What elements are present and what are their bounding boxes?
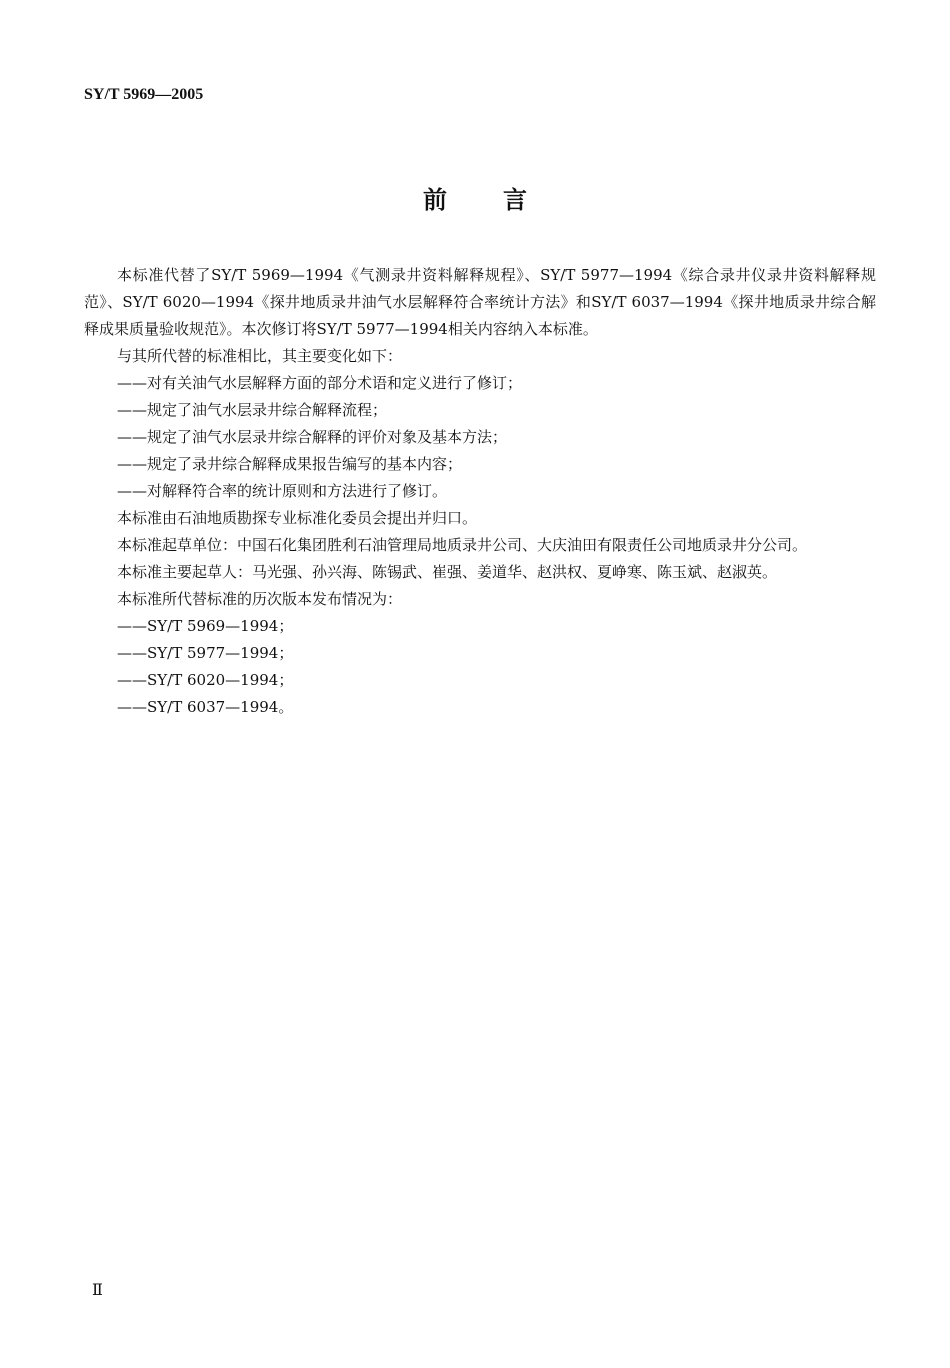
- title-char-1: 前: [423, 186, 447, 214]
- history-item: ——SY/T 5969—1994；: [117, 617, 294, 635]
- change-item: ——对解释符合率的统计原则和方法进行了修订。: [117, 482, 448, 500]
- page-number: Ⅱ: [92, 1282, 103, 1299]
- changes-intro: 与其所代替的标准相比，其主要变化如下：: [117, 347, 403, 365]
- change-item: ——对有关油气水层解释方面的部分术语和定义进行了修订；: [117, 374, 523, 392]
- history-intro: 本标准所代替标准的历次版本发布情况为：: [117, 590, 403, 608]
- page-title: [0, 180, 950, 215]
- change-item: ——规定了油气水层录井综合解释的评价对象及基本方法；: [117, 428, 508, 446]
- history-item: ——SY/T 6020—1994；: [117, 671, 294, 689]
- standard-code: SY/T 5969—2005: [84, 86, 204, 103]
- drafters-paragraph: 本标准主要起草人：马光强、孙兴海、陈锡武、崔强、姜道华、赵洪权、夏峥寒、陈玉斌、赵淑英。: [117, 563, 778, 581]
- title-char-2: 言: [503, 186, 527, 214]
- history-item: ——SY/T 5977—1994；: [117, 644, 294, 662]
- proposer-paragraph: 本标准由石油地质勘探专业标准化委员会提出并归口。: [117, 509, 478, 527]
- change-item: ——规定了录井综合解释成果报告编写的基本内容；: [117, 455, 463, 473]
- foreword-body: [84, 262, 876, 721]
- change-item: ——规定了油气水层录井综合解释流程；: [117, 401, 388, 419]
- history-item: ——SY/T 6037—1994。: [117, 698, 294, 716]
- intro-paragraph: 本标准代替了SY/T 5969—1994《气测录井资料解释规程》、SY/T 5977—1994《综合录井仪录井资料解释规范》、SY/T 6020—1994《探井地质录井油气水层解释符合率统计方法》和SY/T 6037—1994《探井地质录井综合解释成果质量验收规范》。本次修订将SY/T 5977—1994相关内容纳入本标准。: [84, 266, 876, 338]
- drafting-units-paragraph: 本标准起草单位：中国石化集团胜利石油管理局地质录井公司、大庆油田有限责任公司地质录井分公司。: [117, 536, 808, 554]
